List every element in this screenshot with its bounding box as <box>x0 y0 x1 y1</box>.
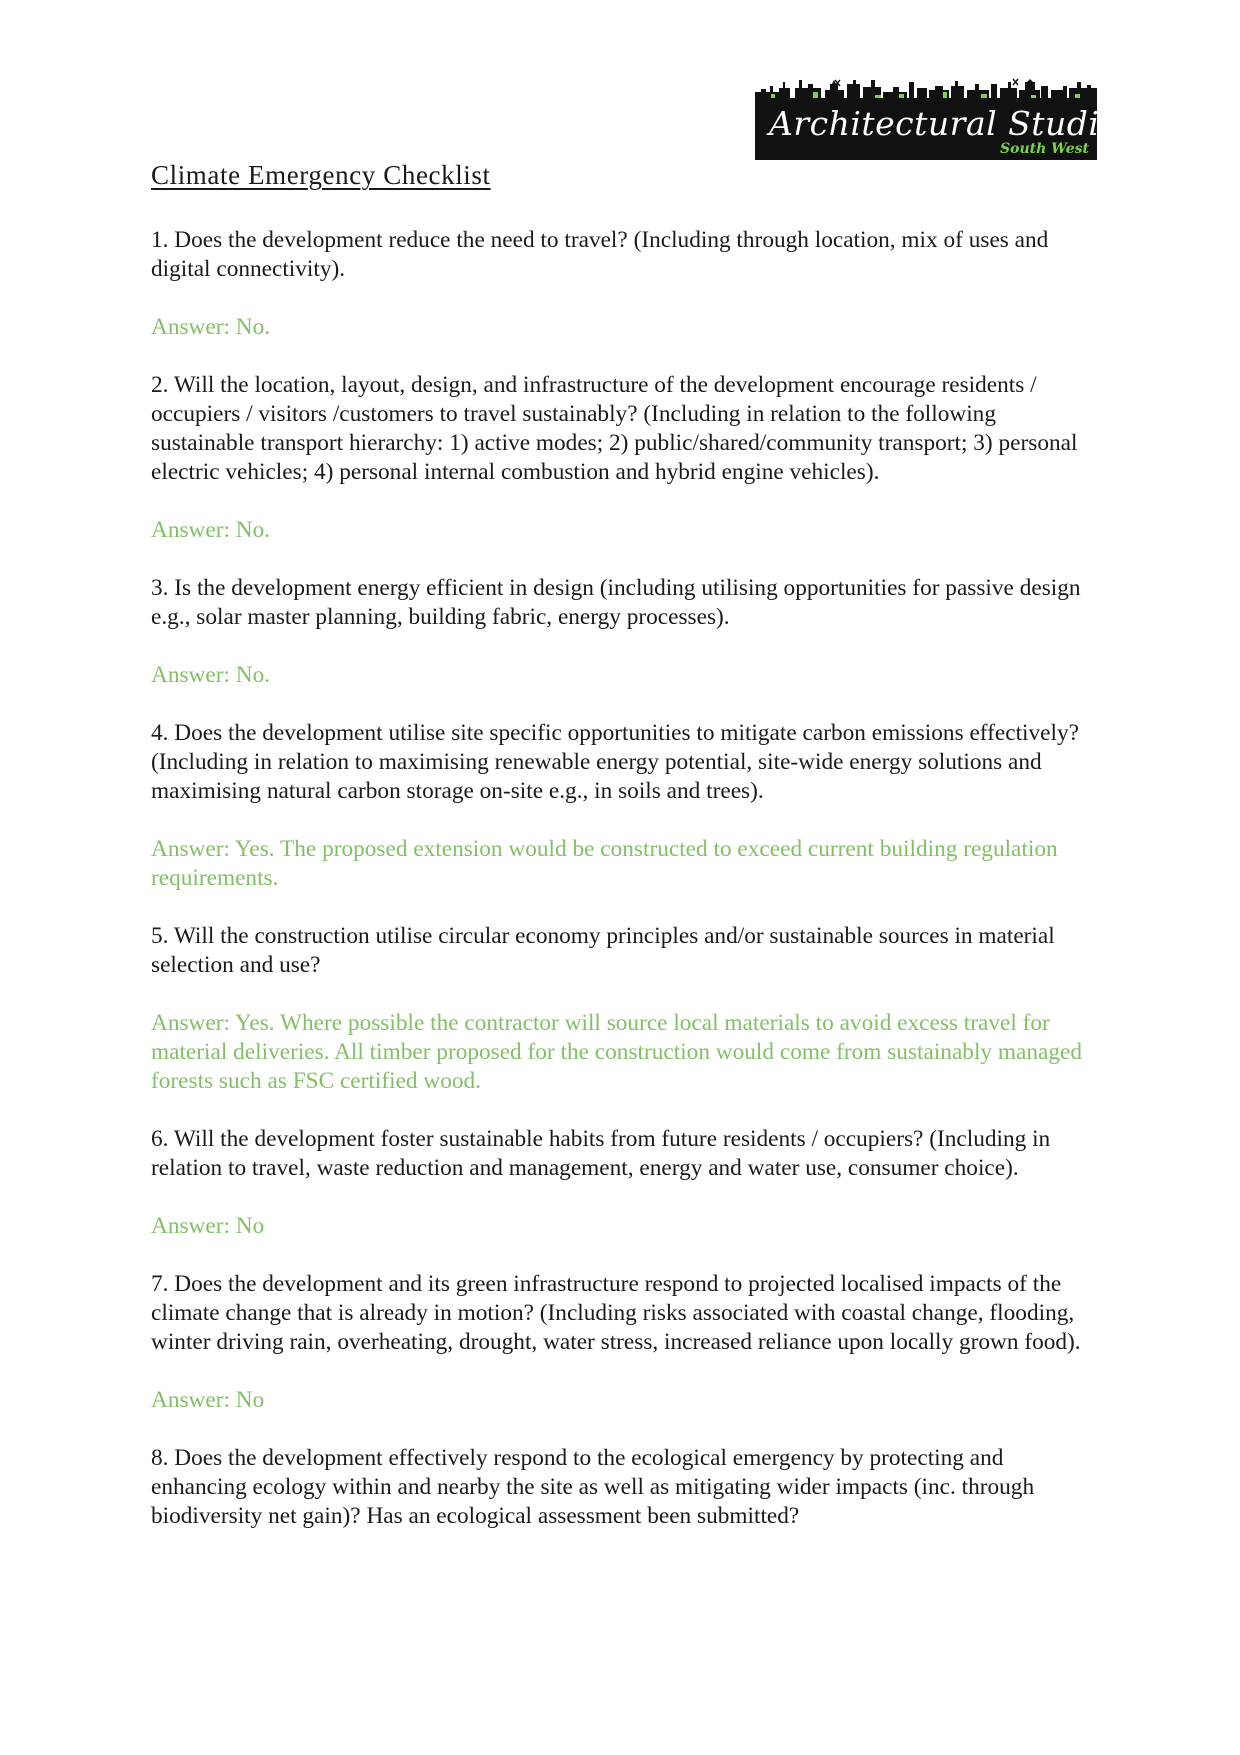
question-7: 7. Does the development and its green infrastructure respond to projected localised impacts of the climate change that is already in motion? (Including risks associated with coastal change, flooding, winter driving rain, overheating, drought, water stress, increased reliance upon locally grown food). <box>151 1271 1081 1355</box>
logo-subtitle: South West <box>1000 141 1089 157</box>
logo-title: Architectural Studio <box>769 104 1120 143</box>
question-2: 2. Will the location, layout, design, and infrastructure of the development encourage residents / occupiers / visitors /customers to travel sustainably? (Including in relation to the following sustainable transport hierarchy: 1) active modes; 2) public/shared/community transport; 3) personal electric vehicles; 4) personal internal combustion and hybrid engine vehicles). <box>151 372 1078 485</box>
document-title: Climate Emergency Checklist <box>151 160 491 190</box>
question-8: 8. Does the development effectively respond to the ecological emergency by protecting and enhancing ecology within and nearby the site as well as mitigating wider impacts (inc. through biodiversity net gain)? Has an ecological assessment been submitted? <box>151 1445 1035 1529</box>
logo-banner <box>755 98 1120 160</box>
answer-6: Answer: No <box>151 1213 265 1239</box>
question-3: 3. Is the development energy efficient in design (including utilising opportunities for passive design e.g., solar master planning, building fabric, energy processes). <box>151 575 1081 630</box>
question-6: 6. Will the development foster sustainable habits from future residents / occupiers? (Including in relation to travel, waste reduction and management, energy and water use, consumer choice). <box>151 1126 1051 1181</box>
answer-5: Answer: Yes. Where possible the contractor will source local materials to avoid excess travel for material deliveries. All timber proposed for the construction would come from sustainably managed forests such as FSC certified wood. <box>151 1010 1082 1094</box>
answer-3: Answer: No. <box>151 662 271 688</box>
question-4: 4. Does the development utilise site specific opportunities to mitigate carbon emissions effectively? (Including in relation to maximising renewable energy potential, site-wide energy solutions and maximising natural carbon storage on-site e.g., in soils and trees). <box>151 720 1079 804</box>
question-1: 1. Does the development reduce the need to travel? (Including through location, mix of uses and digital connectivity). <box>151 227 1049 282</box>
answer-7: Answer: No <box>151 1387 265 1413</box>
skyline-icon <box>755 78 1097 100</box>
question-5: 5. Will the construction utilise circular economy principles and/or sustainable sources in material selection and use? <box>151 923 1055 978</box>
answer-1: Answer: No. <box>151 314 271 340</box>
checklist <box>151 226 1101 1560</box>
company-logo <box>755 78 1120 160</box>
answer-2: Answer: No. <box>151 517 271 543</box>
answer-4: Answer: Yes. The proposed extension would be constructed to exceed current building regulation requirements. <box>151 836 1058 891</box>
